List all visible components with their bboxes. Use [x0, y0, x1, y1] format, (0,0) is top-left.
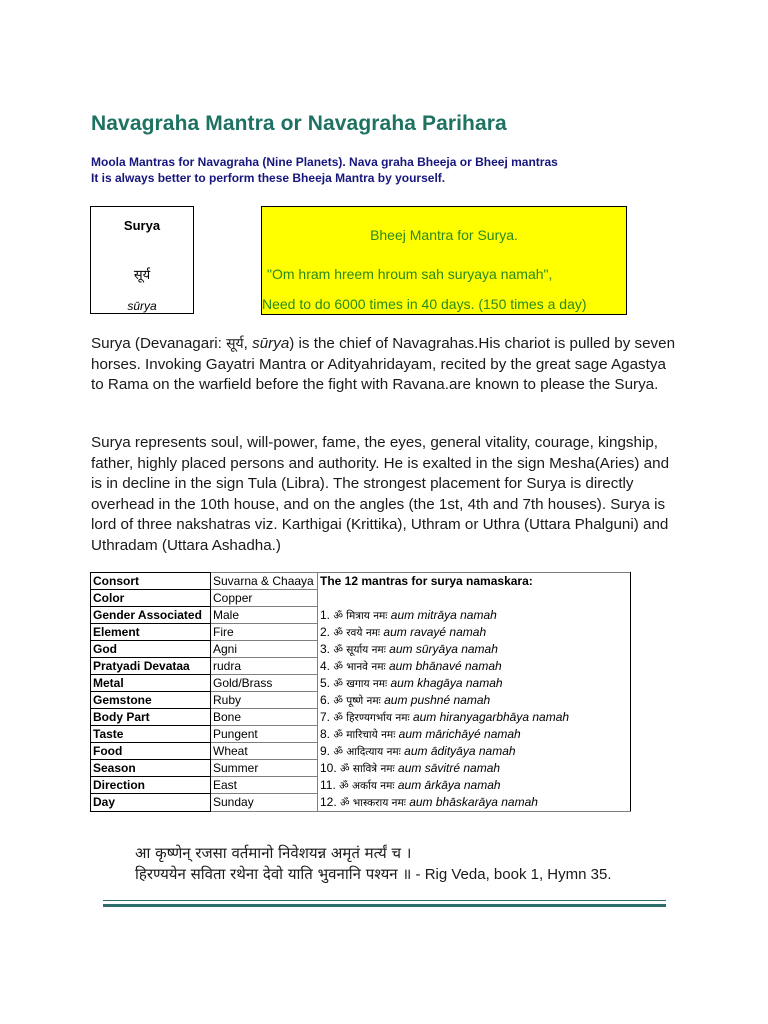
mantra-devanagari: ॐ भास्कराय नमः: [340, 796, 406, 809]
table-row: [91, 743, 631, 760]
mantra-number: 1.: [320, 607, 334, 622]
mantra-item: [318, 726, 631, 743]
mantra-item: [318, 692, 631, 709]
mantra-item: [318, 777, 631, 794]
verse-line-2-text: हिरण्ययेन सविता रथेना देवो याति भुवनानि पश्यन ॥: [135, 865, 412, 883]
table-row: [91, 794, 631, 812]
subtitle-line-2: It is always better to perform these Bheeja Mantra by yourself.: [91, 171, 446, 185]
attribute-value: Pungent: [211, 726, 318, 743]
mantra-roman: aum ādityāya namah: [404, 743, 516, 758]
verse-line-2: [135, 864, 715, 885]
attribute-key: Pratyadi Devataa: [91, 658, 211, 675]
mantra-number: 5.: [320, 675, 334, 690]
attribute-key: God: [91, 641, 211, 658]
attribute-key: Body Part: [91, 709, 211, 726]
mantra-number: 8.: [320, 726, 334, 741]
mantra-box-heading: Bheej Mantra for Surya.: [370, 227, 518, 243]
mantra-devanagari: ॐ सावित्रे नमः: [340, 762, 395, 775]
mantra-devanagari: ॐ अर्काय नमः: [339, 779, 395, 792]
mantra-item: [318, 641, 631, 658]
mantra-devanagari: ॐ आदित्याय नमः: [333, 745, 401, 758]
table-row: [91, 692, 631, 709]
surya-name-box: [90, 206, 194, 314]
attribute-value: rudra: [211, 658, 318, 675]
attribute-value: Agni: [211, 641, 318, 658]
mantra-devanagari: ॐ रवये नमः: [333, 626, 381, 639]
mantra-roman: aum sūryāya namah: [389, 641, 498, 656]
intro-roman: sūrya: [252, 335, 290, 352]
table-row: [91, 624, 631, 641]
mantra-devanagari: ॐ खगाय नमः: [333, 677, 388, 690]
intro-text-start: Surya (Devanagari:: [91, 335, 227, 352]
mantra-number: 6.: [320, 692, 334, 707]
surya-attributes-table: [90, 572, 631, 812]
mantra-item: [318, 624, 631, 641]
mantra-roman: aum sāvitré namah: [398, 760, 501, 775]
mantra-box-count: Need to do 6000 times in 40 days. (150 times a day): [262, 296, 587, 312]
attribute-value: Male: [211, 607, 318, 624]
mantras-spacer: [318, 590, 631, 607]
verse-line-1: आ कृष्णेन् रजसा वर्तमानो निवेशयन्न अमृतं मर्त्यं च ।: [135, 844, 412, 862]
attribute-value: Summer: [211, 760, 318, 777]
attribute-key: Day: [91, 794, 211, 812]
name-box-roman: sūrya: [127, 299, 157, 313]
mantra-item: [318, 709, 631, 726]
attribute-value: Bone: [211, 709, 318, 726]
attribute-key: Element: [91, 624, 211, 641]
attribute-value: East: [211, 777, 318, 794]
mantra-roman: aum bhāskarāya namah: [409, 794, 538, 809]
intro-paragraph: [91, 334, 681, 396]
mantra-roman: aum pushné namah: [384, 692, 491, 707]
attribute-key: Metal: [91, 675, 211, 692]
mantra-devanagari: ॐ हिरण्यगर्भाय नमः: [333, 711, 410, 724]
table-row: [91, 675, 631, 692]
attribute-key: Consort: [91, 573, 211, 590]
table-row: [91, 641, 631, 658]
attribute-key: Gemstone: [91, 692, 211, 709]
mantra-devanagari: ॐ भानवे नमः: [333, 660, 386, 673]
mantra-roman: aum mitrāya namah: [390, 607, 497, 622]
mantra-devanagari: ॐ मारिचाये नमः: [333, 728, 396, 741]
attribute-value: Fire: [211, 624, 318, 641]
attribute-value: Wheat: [211, 743, 318, 760]
mantra-item: [318, 760, 631, 777]
divider-thin: [103, 900, 666, 901]
attribute-key: Color: [91, 590, 211, 607]
mantra-item: [318, 607, 631, 624]
table-row: [91, 607, 631, 624]
mantra-devanagari: ॐ सूर्याय नमः: [333, 643, 386, 656]
mantra-roman: aum mārichāyé namah: [398, 726, 521, 741]
attribute-value: Sunday: [211, 794, 318, 812]
mantra-item: [318, 658, 631, 675]
attribute-key: Food: [91, 743, 211, 760]
mantra-number: 2.: [320, 624, 334, 639]
mantra-roman: aum khagāya namah: [390, 675, 503, 690]
attribute-value: Copper: [211, 590, 318, 607]
mantra-number: 3.: [320, 641, 334, 656]
attribute-key: Taste: [91, 726, 211, 743]
mantra-number: 4.: [320, 658, 334, 673]
mantra-roman: aum hiranyagarbhāya namah: [412, 709, 570, 724]
mantra-roman: aum bhānavé namah: [388, 658, 502, 673]
rig-veda-verse: [135, 843, 715, 885]
subtitle: [91, 154, 691, 186]
table-row: [91, 658, 631, 675]
mantra-roman: aum ravayé namah: [383, 624, 487, 639]
mantra-number: 10.: [320, 760, 341, 775]
attribute-value: Ruby: [211, 692, 318, 709]
mantra-number: 7.: [320, 709, 334, 724]
mantra-box-mantra: "Om hram hreem hroum sah suryaya namah",: [267, 266, 553, 282]
intro-devanagari: सूर्य: [226, 336, 244, 352]
attribute-value: Suvarna & Chaaya: [211, 573, 318, 590]
mantra-number: 9.: [320, 743, 334, 758]
mantras-heading: The 12 mantras for surya namaskara:: [318, 573, 631, 590]
mantra-devanagari: ॐ पूष्णे नमः: [333, 694, 381, 707]
intro-text-end: ) is the chief of Navagrahas.His chariot is pulled by seven horses. Invoking Gayatri Mantra or Adityahridayam, recited by the great sage Agastya to Rama on the warfield before the fight with Ravana.are known to please the Surya.: [91, 335, 676, 393]
mantra-item: [318, 794, 631, 812]
table-row: [91, 777, 631, 794]
bheej-mantra-box: [261, 206, 627, 315]
subtitle-line-1: Moola Mantras for Navagraha (Nine Planets). Nava graha Bheeja or Bheej mantras: [91, 155, 558, 169]
page-title: Navagraha Mantra or Navagraha Parihara: [91, 112, 507, 135]
mantra-number: 12.: [320, 794, 341, 809]
divider-thick: [103, 904, 666, 907]
mantra-devanagari: ॐ मित्राय नमः: [333, 609, 388, 622]
mantra-item: [318, 743, 631, 760]
mantra-item: [318, 675, 631, 692]
intro-comma: ,: [243, 335, 253, 352]
table-row: [91, 573, 631, 590]
attribute-key: Season: [91, 760, 211, 777]
table-row: [91, 726, 631, 743]
attribute-key: Gender Associated: [91, 607, 211, 624]
verse-source: - Rig Veda, book 1, Hymn 35.: [411, 866, 612, 883]
attribute-key: Direction: [91, 777, 211, 794]
name-box-title: Surya: [123, 218, 161, 233]
attributes-paragraph: Surya represents soul, will-power, fame, the eyes, general vitality, courage, kingship, father, highly placed persons and authority. He is exalted in the sign Mesha(Aries) and is in decline in the sign Tula (Libra). The strongest placement for Surya is directly overhead in the 10th house, and on the angles (the 1st, 4th and 7th houses). Surya is lord of three nakshatras viz. Karthigai (Krittika), Uthram or Uthra (Uttara Phalguni) and Uthradam (Uttara Ashadha.): [91, 434, 670, 554]
table-row: [91, 590, 631, 607]
mantra-roman: aum ārkāya namah: [397, 777, 501, 792]
table-row: [91, 709, 631, 726]
attribute-value: Gold/Brass: [211, 675, 318, 692]
table-row: [91, 760, 631, 777]
name-box-devanagari: सूर्य: [133, 268, 151, 283]
mantra-number: 11.: [320, 777, 340, 792]
